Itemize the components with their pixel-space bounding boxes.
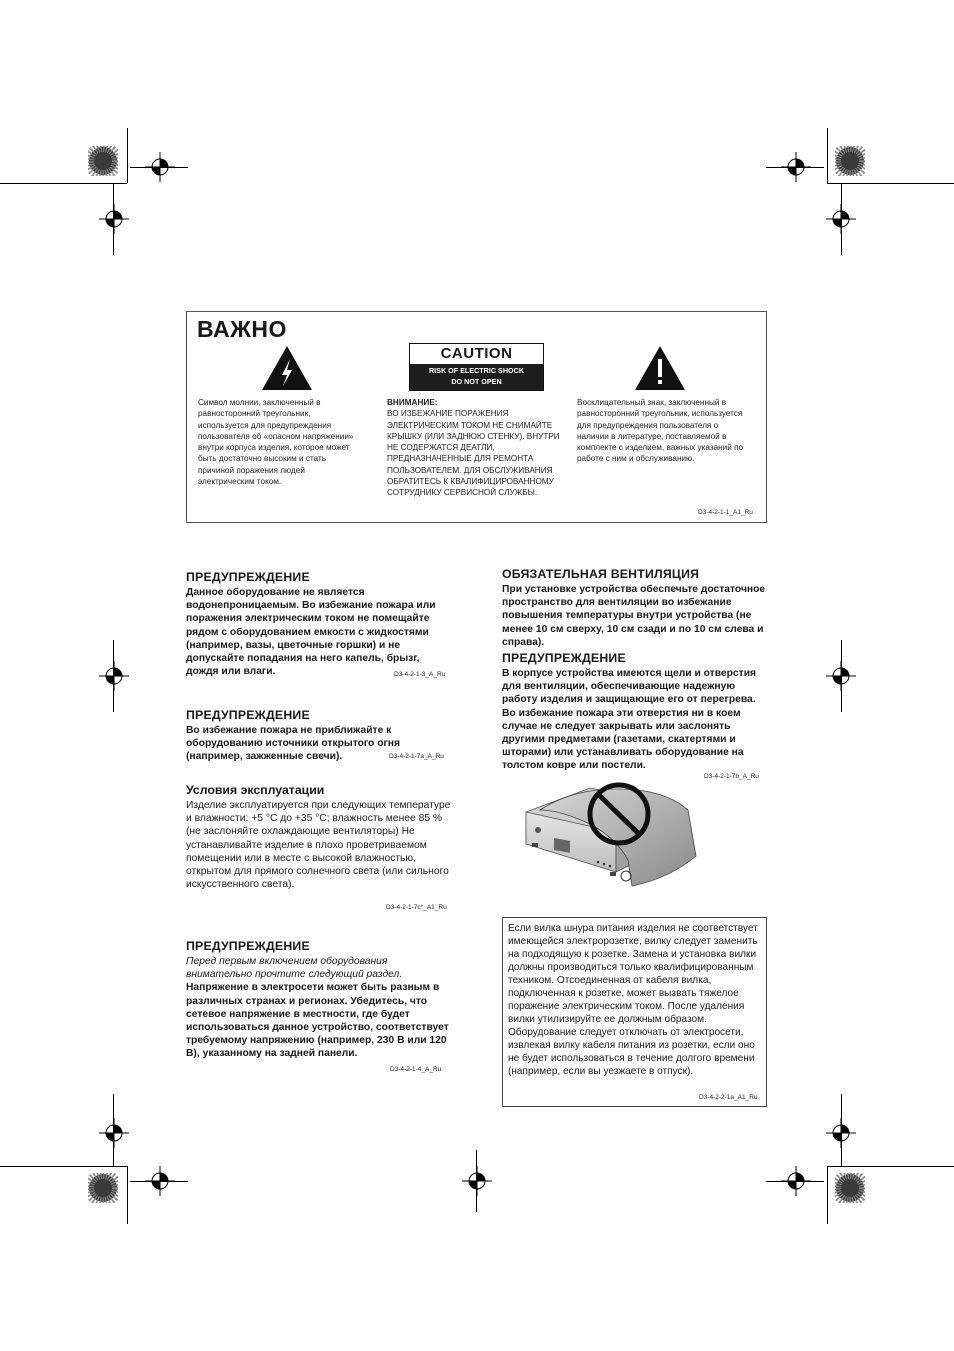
doc-code: D3-4-2-1-7b_A_Ru xyxy=(704,773,759,780)
ventilation-section xyxy=(502,567,768,649)
caution-subtext: RISK OF ELECTRIC SHOCK DO NOT OPEN xyxy=(410,364,543,390)
doc-code: D3-4-2-1-1_A1_Ru xyxy=(698,509,753,516)
caution-title: CAUTION xyxy=(440,345,513,362)
star-target-icon xyxy=(835,1173,865,1203)
crosshair-icon xyxy=(781,1166,811,1196)
star-target-icon xyxy=(835,146,865,176)
section-heading: ПРЕДУПРЕЖДЕНИЕ xyxy=(186,939,310,953)
warning-ventilation xyxy=(502,651,768,773)
crosshair-icon xyxy=(145,152,175,182)
crosshair-icon xyxy=(145,1166,175,1196)
crosshair-icon xyxy=(826,1118,856,1148)
section-text: Во избежание пожара не приближайте к оборудованию источники открытого огня (например, зажженные свечи). xyxy=(186,725,401,763)
exclamation-description: Восклицательный знак, заключенный в равносторонний треугольник, используется для предупреждения пользователя о наличии в литературе, поставляемой в комплекте с изделием, важных указаний по работе с ним и обслуживанию. xyxy=(577,398,744,464)
section-heading: ОБЯЗАТЕЛЬНАЯ ВЕНТИЛЯЦИЯ xyxy=(502,567,700,581)
crosshair-icon xyxy=(99,204,129,234)
star-target-icon xyxy=(88,1173,118,1203)
section-heading: Условия эксплуатации xyxy=(186,783,325,797)
crosshair-icon xyxy=(462,1166,492,1196)
warning-text: ВО ИЗБЕЖАНИЕ ПОРАЖЕНИЯ ЭЛЕКТРИЧЕСКИМ ТОКОМ НЕ СНИМАЙТЕ КРЫШКУ (ИЛИ ЗАДНЮЮ СТЕНКУ). ВНУТРИ НЕ СОДЕРЖАТСЯ ДЕАТЛИ, ПРЕДНАЗНАЧЕННЫЕ ДЛЯ РЕМОНТА ПОЛЬЗОВАТЕЛЕМ. ДЛЯ ОБСЛУЖИВАНИЯ ОБРАТИТЕСЬ К КВАЛИФИЦИРОВАННОМУ СОТРУДНИКУ СЕРВИСНОЙ СЛУЖБЫ. xyxy=(387,409,560,498)
crosshair-icon xyxy=(826,661,856,691)
section-heading: ПРЕДУПРЕЖДЕНИЕ xyxy=(186,570,310,584)
section-text: Данное оборудование не является водонепроницаемым. Во избежание пожара или поражения электрическим током не помещайте рядом с оборудованием емкости с жидкостями (например, вазы, цветочные горшки) и не допускайте попадания на него капель, брызг, дождя или влаги. xyxy=(186,587,436,678)
doc-code: D3-4-2-1-3_A_Ru xyxy=(394,671,446,678)
power-plug-notice-text: Если вилка шнура питания изделия не соответствует имеющейся электророзетке, вилку следует заменить на подходящую к розетке. Замена и установка вилки должны производиться только квалифицированным техником. Отсоединенная от кабеля вилка, подключенная к розетке, может вызвать тяжелое поражение электрическим током. После удаления вилки утилизируйте ее должным образом. Оборудование следует отключать от электросети, извлекая вилку кабеля питания из розетки, если оно не будет использоваться в течение долгого времени (например, если вы уезжаете в отпуск). xyxy=(508,923,758,1077)
section-text: Изделие эксплуатируется при следующих температуре и влажности: +5 °C до +35 °C; влажность менее 85 % (не заслоняйте охлаждающие вентиляторы) Не устанавливайте изделие в плохо проветриваемом помещении или в месте с высокой влажностью, открытом для прямого солнечного света (или сильного искусственного света). xyxy=(186,800,451,891)
covered-device-illustration xyxy=(520,780,700,900)
doc-code: D3-4-2-2-1a_A1_Ru xyxy=(699,1094,758,1101)
section-text: В корпусе устройства имеются щели и отверстия для вентиляции, обеспечивающие надежную работу изделия и защищающие его от перегрева. Во избежание пожара эти отверстия ни в коем случае не следует закрывать или заслонять другими предметами (газетами, скатертями и шторами) или устанавливать оборудование на толстом ковре или постели. xyxy=(502,668,757,772)
section-text: Напряжение в электросети может быть разным в различных странах и регионах. Убедитесь, что сетевое напряжение в местности, где будет использоваться данное устройство, соответствует требуемому напряжению (например, 230 В или 120 В), указанному на задней панели. xyxy=(186,982,449,1060)
section-heading: ПРЕДУПРЕЖДЕНИЕ xyxy=(186,708,310,722)
section-text: При установке устройства обеспечьте достаточное пространство для вентиляции во избежание повышения температуры внутри устройства (не менее 10 см сверху, 10 см сзади и по 10 см слева и справа). xyxy=(502,584,766,648)
warning-heading: ВНИМАНИЕ: xyxy=(387,398,438,407)
section-heading: ПРЕДУПРЕЖДЕНИЕ xyxy=(502,651,626,665)
lightning-description: Символ молнии, заключенный в равносторонний треугольник, используется для предупреждения пользователя об «опасном напряжении» внутри корпуса изделия, которое может быть достаточно высоким и стать причиной поражения людей электрическим током. xyxy=(198,398,354,487)
crosshair-icon xyxy=(99,661,129,691)
lightning-warning-icon xyxy=(261,345,313,391)
crosshair-icon xyxy=(781,152,811,182)
section-italic: Перед первым включением оборудования внимательно прочтите следующий раздел. xyxy=(186,956,403,981)
caution-warning xyxy=(387,397,565,499)
doc-code: D3-4-2-1-7a_A_Ru xyxy=(389,753,444,760)
doc-code: D3-4-2-1-4_A_Ru xyxy=(390,1066,442,1073)
warning-voltage xyxy=(186,939,454,1061)
caution-label xyxy=(409,343,544,391)
operating-conditions xyxy=(186,783,454,891)
warning-water xyxy=(186,570,454,678)
crosshair-icon xyxy=(826,204,856,234)
star-target-icon xyxy=(88,146,118,176)
exclamation-warning-icon xyxy=(634,345,686,391)
important-title: ВАЖНО xyxy=(197,316,287,342)
doc-code: D3-4-2-1-7c*_A1_Ru xyxy=(386,904,447,911)
crosshair-icon xyxy=(99,1118,129,1148)
